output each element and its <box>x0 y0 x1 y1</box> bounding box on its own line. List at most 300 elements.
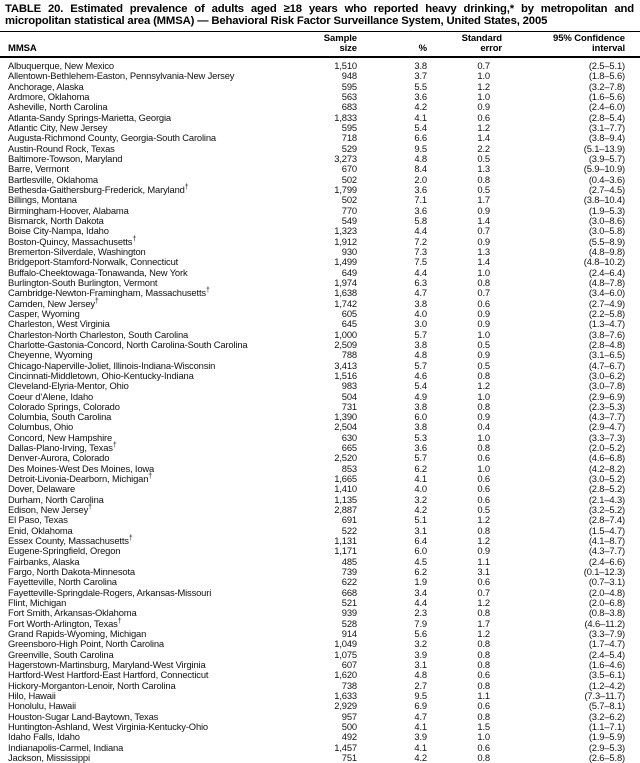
sample-size-value: 948 <box>341 70 357 82</box>
column-header-sample-line1: Sample <box>323 32 357 44</box>
confidence-interval-value: (3.4–6.0) <box>588 287 625 299</box>
mmsa-name: Enid, Oklahoma <box>8 524 73 536</box>
confidence-interval-value: (2.8–7.4) <box>588 514 625 526</box>
mmsa-name: Fairbanks, Alaska <box>8 555 80 567</box>
standard-error-value: 0.9 <box>477 318 490 330</box>
confidence-interval-value: (1.6–5.6) <box>588 90 625 102</box>
standard-error-value: 0.9 <box>477 204 490 216</box>
mmsa-name: Buffalo-Cheektowaga-Tonawanda, New York <box>8 266 188 278</box>
percent-value: 5.1 <box>414 514 427 526</box>
sample-size-value: 595 <box>341 80 357 92</box>
standard-error-value: 0.5 <box>477 152 490 164</box>
confidence-interval-value: (2.0–5.2) <box>588 442 625 454</box>
mmsa-name: Houston-Sugar Land-Baytown, Texas <box>8 710 159 722</box>
mmsa-name: Durham, North Carolina <box>8 493 104 505</box>
standard-error-value: 1.0 <box>477 462 490 474</box>
mmsa-name: Idaho Falls, Idaho <box>8 731 80 743</box>
percent-value: 3.1 <box>414 659 427 671</box>
confidence-interval-value: (4.8–9.8) <box>588 245 625 257</box>
sample-size-value: 1,499 <box>334 256 357 268</box>
confidence-interval-value: (3.3–7.9) <box>588 628 625 640</box>
standard-error-value: 0.9 <box>477 411 490 423</box>
standard-error-value: 1.4 <box>477 132 490 144</box>
standard-error-value: 0.5 <box>477 183 490 195</box>
standard-error-value: 0.6 <box>477 297 490 309</box>
mmsa-name: Fayetteville, North Carolina <box>8 576 117 588</box>
mmsa-name: Huntington-Ashland, West Virginia-Kentucky-Ohio <box>8 721 209 732</box>
mmsa-name: Boston-Quincy, Massachusetts <box>8 235 133 247</box>
standard-error-value: 1.5 <box>477 721 490 732</box>
sample-size-value: 645 <box>341 318 357 330</box>
percent-value: 4.1 <box>414 473 427 485</box>
sample-size-value: 1,620 <box>334 669 357 681</box>
mmsa-name: Bridgeport-Stamford-Norwalk, Connecticut <box>8 256 179 268</box>
confidence-interval-value: (1.7–4.7) <box>588 638 625 650</box>
confidence-interval-value: (7.3–11.7) <box>584 690 625 702</box>
mmsa-name: Baltimore-Towson, Maryland <box>8 152 123 164</box>
confidence-interval-value: (3.3–7.3) <box>588 431 625 443</box>
percent-value: 3.9 <box>414 648 427 660</box>
standard-error-value: 1.0 <box>477 70 490 82</box>
mmsa-name: Fargo, North Dakota-Minnesota <box>8 566 135 578</box>
percent-value: 6.4 <box>414 535 427 547</box>
confidence-interval-value: (2.4–6.4) <box>588 266 625 278</box>
percent-value: 7.2 <box>414 235 427 247</box>
confidence-interval-value: (3.0–5.8) <box>588 225 625 237</box>
percent-value: 5.3 <box>414 431 427 443</box>
standard-error-value: 0.6 <box>477 452 490 464</box>
percent-value: 4.0 <box>414 483 427 495</box>
column-header-ci-line1: 95% Confidence <box>553 32 625 44</box>
mmsa-name: Barre, Vermont <box>8 163 69 175</box>
percent-value: 2.0 <box>414 173 427 185</box>
sample-size-value: 1,135 <box>334 493 357 505</box>
table-row <box>8 288 625 298</box>
standard-error-value: 0.9 <box>477 349 490 361</box>
sample-size-value: 622 <box>341 576 357 588</box>
sample-size-value: 1,510 <box>334 60 357 71</box>
mmsa-name: Cincinnati-Middletown, Ohio-Kentucky-Indiana <box>8 369 194 381</box>
table-row <box>8 588 625 598</box>
percent-value: 4.8 <box>414 669 427 681</box>
table-row <box>8 71 625 81</box>
column-header-confidence-interval <box>490 34 625 54</box>
standard-error-value: 0.6 <box>477 741 490 753</box>
percent-value: 4.2 <box>414 504 427 516</box>
percent-value: 4.6 <box>414 369 427 381</box>
percent-value: 6.0 <box>414 411 427 423</box>
confidence-interval-value: (3.0–6.2) <box>588 369 625 381</box>
standard-error-value: 1.1 <box>477 555 490 567</box>
mmsa-name: Fort Worth-Arlington, Texas <box>8 617 118 629</box>
mmsa-name: Billings, Montana <box>8 194 77 206</box>
table-row <box>8 154 625 164</box>
confidence-interval-value: (4.6–11.2) <box>584 617 625 629</box>
sample-size-value: 1,638 <box>334 287 357 299</box>
table-row <box>8 691 625 701</box>
percent-value: 3.8 <box>414 297 427 309</box>
standard-error-value: 1.2 <box>477 628 490 640</box>
table-row <box>8 681 625 691</box>
percent-value: 7.9 <box>414 617 427 629</box>
sample-size-value: 668 <box>341 586 357 598</box>
table-row <box>8 412 625 422</box>
standard-error-value: 0.6 <box>477 493 490 505</box>
dagger-footnote-marker: † <box>132 235 137 243</box>
percent-value: 5.4 <box>414 380 427 392</box>
sample-size-value: 1,390 <box>334 411 357 423</box>
percent-value: 9.5 <box>414 142 427 154</box>
confidence-interval-value: (2.7–4.5) <box>588 183 625 195</box>
percent-value: 3.0 <box>414 318 427 330</box>
dagger-footnote-marker: † <box>128 534 133 542</box>
percent-value: 5.7 <box>414 452 427 464</box>
standard-error-value: 1.7 <box>477 617 490 629</box>
dagger-footnote-marker: † <box>112 442 117 450</box>
confidence-interval-value: (3.0–5.2) <box>588 473 625 485</box>
confidence-interval-value: (3.8–9.4) <box>588 132 625 144</box>
confidence-interval-value: (1.8–5.6) <box>588 70 625 82</box>
table-row <box>8 82 625 92</box>
mmsa-name: Cleveland-Elyria-Mentor, Ohio <box>8 380 129 392</box>
percent-value: 5.7 <box>414 359 427 371</box>
percent-value: 4.9 <box>414 390 427 402</box>
standard-error-value: 0.8 <box>477 524 490 536</box>
mmsa-name: Jackson, Mississippi <box>8 751 90 763</box>
mmsa-name: Hilo, Hawaii <box>8 690 56 702</box>
percent-value: 7.3 <box>414 245 427 257</box>
sample-size-value: 500 <box>341 721 357 732</box>
standard-error-value: 1.0 <box>477 328 490 340</box>
sample-size-value: 914 <box>341 628 357 640</box>
sample-size-value: 485 <box>341 555 357 567</box>
mmsa-name: Concord, New Hampshire <box>8 431 113 443</box>
standard-error-value: 0.6 <box>477 700 490 712</box>
confidence-interval-value: (3.0–8.6) <box>588 214 625 226</box>
table-row <box>8 505 625 515</box>
percent-value: 2.3 <box>414 607 427 619</box>
standard-error-value: 0.9 <box>477 307 490 319</box>
sample-size-value: 2,929 <box>334 700 357 712</box>
sample-size-value: 607 <box>341 659 357 671</box>
percent-value: 8.4 <box>414 163 427 175</box>
standard-error-value: 1.3 <box>477 245 490 257</box>
mmsa-name: El Paso, Texas <box>8 514 68 526</box>
percent-value: 4.1 <box>414 721 427 732</box>
table-row <box>8 546 625 556</box>
confidence-interval-value: (2.8–4.8) <box>588 338 625 350</box>
standard-error-value: 0.9 <box>477 101 490 113</box>
mmsa-name: Atlanta-Sandy Springs-Marietta, Georgia <box>8 111 171 123</box>
percent-value: 3.8 <box>414 400 427 412</box>
standard-error-value: 1.0 <box>477 266 490 278</box>
percent-value: 3.9 <box>414 731 427 743</box>
standard-error-value: 1.2 <box>477 514 490 526</box>
mmsa-name: Bartlesville, Oklahoma <box>8 173 98 185</box>
table-header <box>0 31 640 58</box>
confidence-interval-value: (2.4–6.6) <box>588 555 625 567</box>
mmsa-name: Fort Smith, Arkansas-Oklahoma <box>8 607 137 619</box>
confidence-interval-value: (4.1–8.7) <box>588 535 625 547</box>
sample-size-value: 930 <box>341 245 357 257</box>
sample-size-value: 1,974 <box>334 276 357 288</box>
standard-error-value: 1.0 <box>477 431 490 443</box>
table-row <box>8 164 625 174</box>
mmsa-name: Charleston, West Virginia <box>8 318 110 330</box>
column-header-se-line1: Standard <box>461 32 502 44</box>
standard-error-value: 0.4 <box>477 421 490 433</box>
dagger-footnote-marker: † <box>205 287 210 295</box>
percent-value: 5.4 <box>414 121 427 133</box>
confidence-interval-value: (3.8–10.4) <box>583 194 625 206</box>
standard-error-value: 0.8 <box>477 276 490 288</box>
sample-size-value: 528 <box>341 617 357 629</box>
mmsa-name: Dallas-Plano-Irving, Texas <box>8 442 113 454</box>
percent-value: 4.1 <box>414 741 427 753</box>
sample-size-value: 502 <box>341 173 357 185</box>
column-header-sample-line2: size <box>339 42 357 54</box>
confidence-interval-value: (2.6–5.8) <box>588 751 625 763</box>
mmsa-name: Detroit-Livonia-Dearborn, Michigan <box>8 473 149 485</box>
standard-error-value: 0.5 <box>477 338 490 350</box>
mmsa-name: Atlantic City, New Jersey <box>8 121 108 133</box>
confidence-interval-value: (2.9–5.3) <box>588 741 625 753</box>
sample-size-value: 2,520 <box>334 452 357 464</box>
dagger-footnote-marker: † <box>94 297 99 305</box>
sample-size-value: 2,887 <box>334 504 357 516</box>
mmsa-name: Charleston-North Charleston, South Carolina <box>8 328 189 340</box>
percent-value: 9.5 <box>414 690 427 702</box>
mmsa-name: Hartford-West Hartford-East Hartford, Connecticut <box>8 669 209 681</box>
dagger-footnote-marker: † <box>88 503 92 511</box>
mmsa-name: Camden, New Jersey <box>8 297 95 309</box>
sample-size-value: 1,799 <box>334 183 357 195</box>
confidence-interval-value: (2.9–4.7) <box>588 421 625 433</box>
sample-size-value: 1,000 <box>334 328 357 340</box>
sample-size-value: 670 <box>341 163 357 175</box>
confidence-interval-value: (2.5–5.1) <box>588 60 625 71</box>
table-row <box>8 299 625 309</box>
sample-size-value: 1,171 <box>334 545 357 557</box>
sample-size-value: 1,323 <box>334 225 357 237</box>
percent-value: 4.2 <box>414 751 427 763</box>
percent-value: 3.1 <box>414 524 427 536</box>
standard-error-value: 1.2 <box>477 121 490 133</box>
confidence-interval-value: (2.1–4.3) <box>588 493 625 505</box>
mmsa-name: Coeur d’Alene, Idaho <box>8 390 94 402</box>
percent-value: 3.2 <box>414 493 427 505</box>
confidence-interval-value: (4.2–8.2) <box>588 462 625 474</box>
confidence-interval-value: (2.3–5.3) <box>588 400 625 412</box>
confidence-interval-value: (2.8–5.4) <box>588 111 625 123</box>
mmsa-name: Burlington-South Burlington, Vermont <box>8 276 158 288</box>
percent-value: 5.6 <box>414 628 427 640</box>
confidence-interval-value: (1.3–4.7) <box>588 318 625 330</box>
column-header-sample-size <box>298 34 357 54</box>
mmsa-name: Boise City-Nampa, Idaho <box>8 225 109 237</box>
standard-error-value: 0.8 <box>477 607 490 619</box>
percent-value: 4.8 <box>414 349 427 361</box>
percent-value: 3.6 <box>414 90 427 102</box>
table-row <box>8 185 625 195</box>
percent-value: 6.2 <box>414 462 427 474</box>
table-row <box>8 753 625 763</box>
percent-value: 3.8 <box>414 421 427 433</box>
standard-error-value: 0.7 <box>477 287 490 299</box>
standard-error-value: 0.9 <box>477 235 490 247</box>
standard-error-value: 0.8 <box>477 638 490 650</box>
confidence-interval-value: (4.8–7.8) <box>588 276 625 288</box>
standard-error-value: 0.6 <box>477 669 490 681</box>
table-row <box>8 743 625 753</box>
mmsa-name: Flint, Michigan <box>8 597 67 609</box>
sample-size-value: 739 <box>341 566 357 578</box>
percent-value: 5.7 <box>414 328 427 340</box>
sample-size-value: 2,509 <box>334 338 357 350</box>
standard-error-value: 1.4 <box>477 256 490 268</box>
sample-size-value: 718 <box>341 132 357 144</box>
sample-size-value: 738 <box>341 679 357 691</box>
mmsa-name: Bismarck, North Dakota <box>8 214 104 226</box>
standard-error-value: 0.8 <box>477 442 490 454</box>
mmsa-name: Asheville, North Carolina <box>8 101 108 113</box>
percent-value: 3.6 <box>414 183 427 195</box>
sample-size-value: 683 <box>341 101 357 113</box>
standard-error-value: 1.2 <box>477 535 490 547</box>
standard-error-value: 1.0 <box>477 90 490 102</box>
standard-error-value: 0.5 <box>477 504 490 516</box>
sample-size-value: 665 <box>341 442 357 454</box>
confidence-interval-value: (5.7–8.1) <box>588 700 625 712</box>
percent-value: 4.7 <box>414 287 427 299</box>
percent-value: 7.5 <box>414 256 427 268</box>
standard-error-value: 0.8 <box>477 710 490 722</box>
mmsa-name: Chicago-Naperville-Joliet, Illinois-Indiana-Wisconsin <box>8 359 216 371</box>
confidence-interval-value: (4.3–7.7) <box>588 545 625 557</box>
percent-value: 3.4 <box>414 586 427 598</box>
standard-error-value: 1.1 <box>477 690 490 702</box>
percent-value: 4.7 <box>414 710 427 722</box>
mmsa-name: Casper, Wyoming <box>8 307 80 319</box>
sample-size-value: 691 <box>341 514 357 526</box>
mmsa-name: Cambridge-Newton-Framingham, Massachusetts <box>8 287 206 299</box>
confidence-interval-value: (2.0–4.8) <box>588 586 625 598</box>
standard-error-value: 1.0 <box>477 731 490 743</box>
mmsa-name: Augusta-Richmond County, Georgia-South Carolina <box>8 132 216 144</box>
percent-value: 6.0 <box>414 545 427 557</box>
sample-size-value: 853 <box>341 462 357 474</box>
mmsa-name: Bremerton-Silverdale, Washington <box>8 245 146 257</box>
standard-error-value: 0.5 <box>477 359 490 371</box>
standard-error-value: 1.2 <box>477 597 490 609</box>
confidence-interval-value: (0.4–3.6) <box>588 173 625 185</box>
confidence-interval-value: (3.5–6.1) <box>588 669 625 681</box>
table-row <box>8 495 625 505</box>
confidence-interval-value: (5.1–13.9) <box>583 142 625 154</box>
confidence-interval-value: (4.8–10.2) <box>583 256 625 268</box>
standard-error-value: 0.6 <box>477 111 490 123</box>
standard-error-value: 0.7 <box>477 60 490 71</box>
percent-value: 4.0 <box>414 307 427 319</box>
percent-value: 4.4 <box>414 266 427 278</box>
confidence-interval-value: (4.6–6.8) <box>588 452 625 464</box>
mmsa-name: Birmingham-Hoover, Alabama <box>8 204 129 216</box>
confidence-interval-value: (4.3–7.7) <box>588 411 625 423</box>
percent-value: 1.9 <box>414 576 427 588</box>
percent-value: 3.6 <box>414 204 427 216</box>
sample-size-value: 1,833 <box>334 111 357 123</box>
sample-size-value: 939 <box>341 607 357 619</box>
standard-error-value: 1.7 <box>477 194 490 206</box>
percent-value: 5.8 <box>414 214 427 226</box>
confidence-interval-value: (0.8–3.8) <box>588 607 625 619</box>
sample-size-value: 504 <box>341 390 357 402</box>
sample-size-value: 563 <box>341 90 357 102</box>
dagger-footnote-marker: † <box>117 617 122 625</box>
standard-error-value: 0.6 <box>477 483 490 495</box>
percent-value: 4.8 <box>414 152 427 164</box>
standard-error-value: 0.8 <box>477 173 490 185</box>
mmsa-name: Albuquerque, New Mexico <box>8 60 114 71</box>
sample-size-value: 751 <box>341 751 357 763</box>
standard-error-value: 0.6 <box>477 473 490 485</box>
percent-value: 2.7 <box>414 679 427 691</box>
sample-size-value: 1,131 <box>334 535 357 547</box>
confidence-interval-value: (2.7–4.9) <box>588 297 625 309</box>
sample-size-value: 1,912 <box>334 235 357 247</box>
table-row <box>8 340 625 350</box>
mmsa-name: Austin-Round Rock, Texas <box>8 142 115 154</box>
sample-size-value: 731 <box>341 400 357 412</box>
mmsa-name: Eugene-Springfield, Oregon <box>8 545 121 557</box>
mmsa-name: Hickory-Morganton-Lenoir, North Carolina <box>8 679 176 691</box>
percent-value: 4.2 <box>414 101 427 113</box>
mmsa-name: Dover, Delaware <box>8 483 76 495</box>
mmsa-name: Greensboro-High Point, North Carolina <box>8 638 164 650</box>
percent-value: 6.9 <box>414 700 427 712</box>
percent-value: 4.4 <box>414 225 427 237</box>
confidence-interval-value: (1.1–7.1) <box>588 721 625 732</box>
confidence-interval-value: (3.0–7.8) <box>588 380 625 392</box>
mmsa-name: Colorado Springs, Colorado <box>8 400 120 412</box>
confidence-interval-value: (5.5–8.9) <box>588 235 625 247</box>
standard-error-value: 1.0 <box>477 390 490 402</box>
sample-size-value: 788 <box>341 349 357 361</box>
confidence-interval-value: (3.1–7.7) <box>588 121 625 133</box>
confidence-interval-value: (3.1–6.5) <box>588 349 625 361</box>
sample-size-value: 2,504 <box>334 421 357 433</box>
sample-size-value: 549 <box>341 214 357 226</box>
standard-error-value: 0.8 <box>477 679 490 691</box>
percent-value: 3.8 <box>414 60 427 71</box>
sample-size-value: 3,413 <box>334 359 357 371</box>
confidence-interval-value: (1.9–5.9) <box>588 731 625 743</box>
sample-size-value: 649 <box>341 266 357 278</box>
mmsa-name: Allentown-Bethlehem-Easton, Pennsylvania-New Jersey <box>8 70 235 82</box>
percent-value: 3.8 <box>414 338 427 350</box>
confidence-interval-value: (2.9–6.9) <box>588 390 625 402</box>
sample-size-value: 1,457 <box>334 741 357 753</box>
percent-value: 5.5 <box>414 80 427 92</box>
confidence-interval-value: (0.1–12.3) <box>583 566 625 578</box>
mmsa-name: Honolulu, Hawaii <box>8 700 76 712</box>
mmsa-name: Denver-Aurora, Colorado <box>8 452 110 464</box>
confidence-interval-value: (0.7–3.1) <box>588 576 625 588</box>
sample-size-value: 1,633 <box>334 690 357 702</box>
standard-error-value: 2.2 <box>477 142 490 154</box>
percent-value: 4.1 <box>414 111 427 123</box>
sample-size-value: 1,742 <box>334 297 357 309</box>
